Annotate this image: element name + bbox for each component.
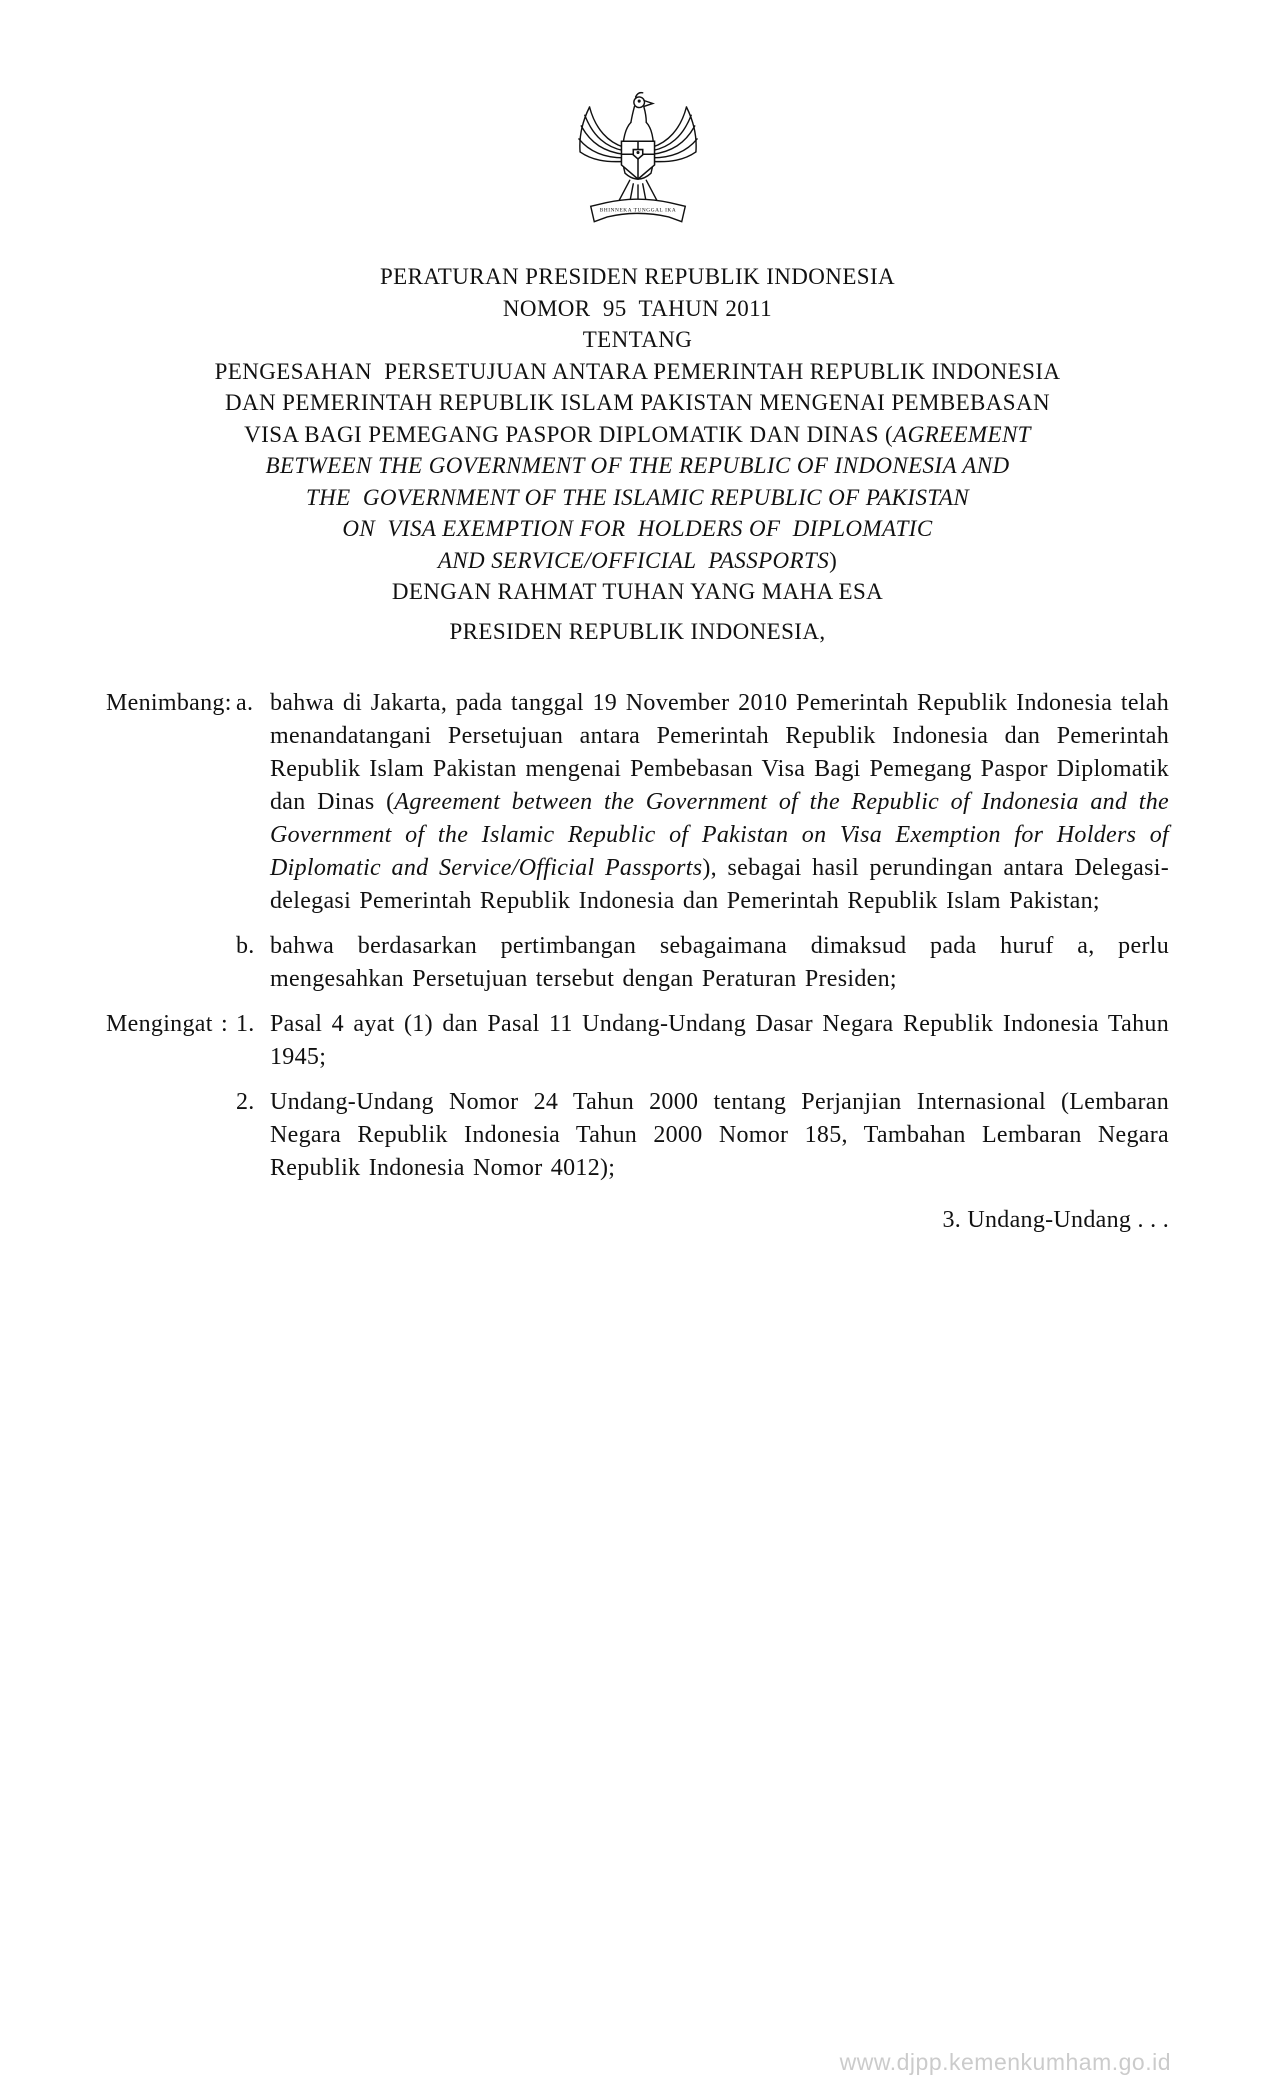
- mengingat-item-2: [236, 1086, 1169, 1185]
- mengingat-item-1: [236, 1008, 1169, 1074]
- item-marker: b.: [236, 933, 255, 959]
- item-text: bahwa berdasarkan pertimbangan sebagaimana dimaksud pada huruf a, perlu mengesahkan Persetujuan tersebut dengan Peraturan Presiden;: [270, 933, 1169, 992]
- menimbang-item-a: [236, 687, 1169, 918]
- title-block: [0, 261, 1275, 647]
- menimbang-label: [106, 687, 232, 996]
- menimbang-section: [106, 687, 1169, 996]
- title-line: DENGAN RAHMAT TUHAN YANG MAHA ESA: [391, 579, 884, 604]
- mengingat-section: [106, 1008, 1169, 1185]
- title-line: VISA BAGI PEMEGANG PASPOR DIPLOMATIK DAN DINAS (AGREEMENT: [244, 421, 1031, 447]
- title-line: PENGESAHAN PERSETUJUAN ANTARA PEMERINTAH REPUBLIK INDONESIA: [214, 358, 1061, 384]
- title-line: THE GOVERNMENT OF THE ISLAMIC REPUBLIC OF PAKISTAN: [305, 484, 970, 510]
- item-marker: 1.: [236, 1011, 255, 1037]
- menimbang-label-text: Menimbang: [106, 690, 225, 716]
- emblem-motto: BHINNEKA TUNGGAL IKA: [599, 207, 676, 214]
- mengingat-label: [106, 1008, 228, 1185]
- title-line-number: NOMOR 95 TAHUN 2011: [502, 295, 773, 321]
- page-continuation-catchword: 3. Undang-Undang . . .: [942, 1207, 1169, 1233]
- mengingat-label-text: Mengingat: [106, 1011, 213, 1037]
- title-line: TENTANG: [582, 327, 693, 352]
- menimbang-colon: :: [224, 690, 232, 716]
- title-line: DAN PEMERINTAH REPUBLIK ISLAM PAKISTAN MENGENAI PEMBEBASAN: [225, 390, 1050, 415]
- item-text: bahwa di Jakarta, pada tanggal 19 November 2010 Pemerintah Republik Indonesia telah menandatangani Persetujuan antara Pemerintah Republik Indonesia dan Pemerintah Republik Islam Pakistan mengenai Pembebasan Visa Bagi Pemegang Paspor Diplomatik dan Dinas (Agreement between the Government of the Republic of Indonesia and the Government of the Islamic Republic of Pakistan on Visa Exemption for Holders of Diplomatic and Service/Official Passports), sebagai hasil perundingan antara Delegasi-delegasi Pemerintah Republik Indonesia dan Pemerintah Republik Islam Pakistan;: [270, 690, 1170, 914]
- item-marker: a.: [236, 690, 254, 716]
- document-body: [0, 687, 1275, 1185]
- garuda-emblem-icon: [0, 0, 1275, 239]
- title-line: ON VISA EXEMPTION FOR HOLDERS OF DIPLOMATIC: [342, 516, 933, 541]
- item-marker: 2.: [236, 1089, 255, 1115]
- title-line: BETWEEN THE GOVERNMENT OF THE REPUBLIC OF INDONESIA AND: [265, 453, 1010, 478]
- title-line-presiden: PRESIDEN REPUBLIK INDONESIA,: [449, 618, 826, 644]
- item-text: Undang-Undang Nomor 24 Tahun 2000 tentang Perjanjian Internasional (Lembaran Negara Republik Indonesia Tahun 2000 Nomor 185, Tambahan Lembaran Negara Republik Indonesia Nomor 4012);: [270, 1089, 1169, 1181]
- title-line: PERATURAN PRESIDEN REPUBLIK INDONESIA: [379, 264, 896, 289]
- watermark-url: www.djpp.kemenkumham.go.id: [839, 2049, 1171, 2075]
- item-text: Pasal 4 ayat (1) dan Pasal 11 Undang-Undang Dasar Negara Republik Indonesia Tahun 1945;: [270, 1011, 1169, 1070]
- mengingat-colon: :: [221, 1011, 228, 1037]
- menimbang-item-b: [236, 930, 1169, 996]
- title-line: AND SERVICE/OFFICIAL PASSPORTS): [437, 547, 838, 573]
